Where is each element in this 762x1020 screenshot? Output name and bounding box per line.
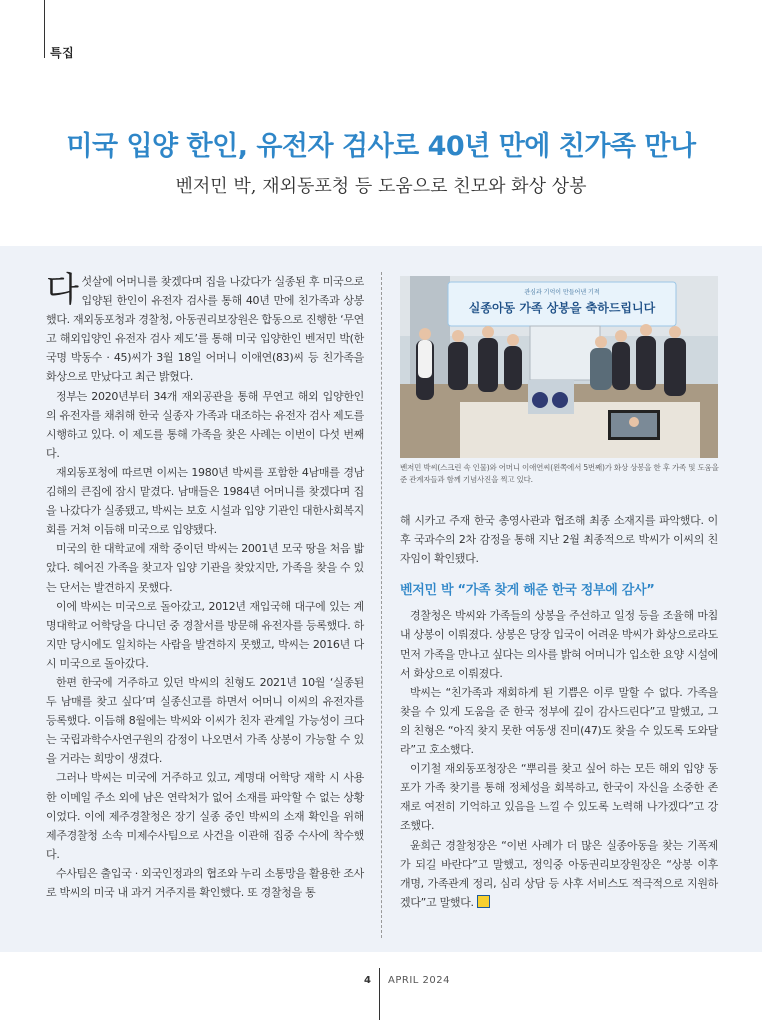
paragraph: 박씨는 “친가족과 재회하게 된 기쁨은 이루 말할 수 없다. 가족을 찾을 수 있게 도움을 준 한국 정부에 깊이 감사드린다”고 말했고, 그의 친형은 “아직 찾지 못한 여동생 진미(47)도 찾을 수 있도록 도와달라”고 호소했다. [400, 685, 718, 757]
paragraph: 해 시카고 주재 한국 총영사관과 협조해 최종 소재지를 파악했다. 이후 국과수의 2차 감정을 통해 지난 2월 최종적으로 박씨가 이씨의 친자임이 확인됐다. [400, 514, 718, 566]
reunion-photo-illustration [400, 276, 718, 458]
paragraph: 경찰청은 박씨와 가족들의 상봉을 주선하고 일정 등을 조율해 마침내 상봉이 이뤄졌다. 상봉은 당장 입국이 어려운 박씨가 화상으로라도 먼저 가족을 만나고 싶다는 의사를 밝혀 어머니가 입소한 요양 시설에서 화상으로 이뤄졌다. [400, 609, 718, 680]
header-rule [44, 0, 45, 58]
paragraph: 수사팀은 출입국 · 외국인정과의 협조와 누리 소통망을 활용한 조사로 박씨의 미국 내 과거 거주지를 확인했다. 또 경찰청을 통 [46, 866, 364, 899]
column-divider [381, 272, 382, 938]
reunion-photo [400, 276, 718, 458]
paragraph: 미국의 한 대학교에 재학 중이던 박씨는 2001년 모국 땅을 처음 밟았다. 헤어진 가족을 찾고자 입양 기관을 찾았지만, 가족을 찾을 수 있는 단서는 발견하지 못했다. [46, 542, 364, 594]
paragraph: 재외동포청에 따르면 이씨는 1980년 박씨를 포함한 4남매를 경남 김해의 큰집에 잠시 맡겼다. 남매들은 1984년 어머니를 찾겠다며 집을 나갔다가 실종됐고, 박씨는 보호 시설과 입양 기관인 대한사회복지회를 거쳐 이듬해 미국으로 입양됐다. [46, 465, 364, 537]
paragraph: 다섯살에 어머니를 찾겠다며 집을 나갔다가 실종된 후 미국으로 입양된 한인이 유전자 검사를 통해 40년 만에 친가족과 상봉했다. 재외동포청과 경찰청, 아동권리보장원은 합동으로 진행한 ‘무연고 해외입양인 유전자 검사 제도’를 통해 미국 입양한인 벤저민 박(한국명 박동수 · 45)씨가 3월 18일 어머니 이애연(83)씨 등 친가족을 화상으로 만났다고 최근 밝혔다. [46, 270, 364, 384]
paragraph: 이기철 재외동포청장은 “뿌리를 찾고 싶어 하는 모든 해외 입양 동포가 가족 찾기를 통해 정체성을 회복하고, 한국이 자신을 소중한 존재로 여전히 기억하고 있음을 느낄 수 있도록 노력해 나가겠다”고 강조했다. [400, 762, 718, 833]
paragraph: 정부는 2020년부터 34개 재외공관을 통해 무연고 해외 입양한인의 유전자를 채취해 한국 실종자 가족과 대조하는 유전자 검사 제도를 시행하고 있다. 이 제도를 통해 가족을 찾은 사례는 이번이 다섯 번째다. [46, 389, 364, 460]
article-title: 미국 입양 한인, 유전자 검사로 40년 만에 친가족 만나 [66, 131, 696, 162]
section-label: 특집 [50, 46, 75, 60]
banner-main-text: 실종아동 가족 상봉을 축하드립니다 [468, 301, 656, 315]
article-subheading: 벤저민 박 “가족 찾게 해준 한국 정부에 감사” [400, 583, 655, 599]
end-mark-icon [477, 895, 490, 908]
left-column [46, 272, 364, 902]
article-subtitle: 벤저민 박, 재외동포청 등 도움으로 친모와 화상 상봉 [175, 176, 587, 197]
page-number: 4 [364, 975, 371, 986]
photo-caption: 벤저민 박씨(스크린 속 인물)와 어머니 이애연씨(왼쪽에서 5번째)가 화상 상봉을 한 후 가족 및 도움을 준 관계자들과 함께 기념사진을 찍고 있다. [400, 463, 719, 484]
banner-small-text: 관심과 기억이 만들어낸 기적 [524, 289, 600, 296]
paragraph: 그러나 박씨는 미국에 거주하고 있고, 계명대 어학당 재학 시 사용한 이메일 주소 외에 남은 연락처가 없어 소재를 파악할 수 없는 상황이었다. 이에 제주경찰청은 장기 실종 중인 박씨의 소재 확인을 위해 제주경찰청 소속 미제수사팀으로 사건을 이관해 집중 수사에 착수했다. [46, 771, 364, 861]
issue-label: APRIL 2024 [388, 975, 450, 986]
paragraph: 이에 박씨는 미국으로 돌아갔고, 2012년 재입국해 대구에 있는 계명대학교 어학당을 다니던 중 경찰서를 방문해 유전자를 등록했다. 하지만 당시에도 일치하는 사람을 발견하지 못했고, 박씨는 2016년 다시 미국으로 돌아갔다. [46, 599, 364, 670]
right-column [400, 511, 718, 912]
paragraph: 한편 한국에 거주하고 있던 박씨의 친형도 2021년 10월 ‘실종된 두 남매를 찾고 싶다’며 실종신고를 하면서 어머니 이씨의 유전자를 등록했다. 이듬해 8월에는 박씨와 이씨가 친자 관계일 가능성이 크다는 국립과학수사연구원의 감정이 나오면서 가족 상봉이 가능할 수 있을 거라는 희망이 생겼다. [46, 675, 364, 766]
dropcap: 다 [46, 270, 79, 310]
paragraph: 윤희근 경찰청장은 “이번 사례가 더 많은 실종아동을 찾는 기폭제가 되길 바란다”고 말했고, 정익중 아동권리보장원장은 “상봉 이후 개명, 가족관계 정리, 심리 상담 등 사후 서비스도 적극적으로 지원하겠다”고 말했다. [400, 838, 718, 909]
footer-rule [379, 968, 380, 1020]
